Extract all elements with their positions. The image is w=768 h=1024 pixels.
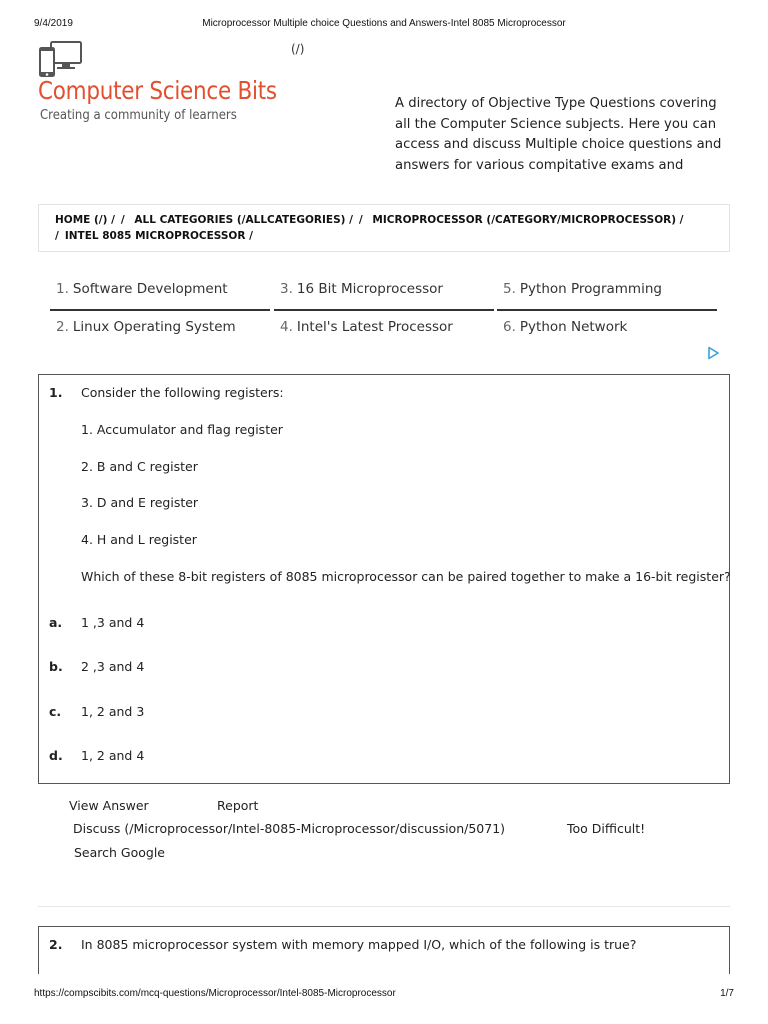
- section-divider: [38, 906, 730, 907]
- question-text: 2. B and C register: [81, 459, 198, 474]
- breadcrumb-home[interactable]: HOME (/) /: [55, 214, 115, 226]
- breadcrumb-intel-8085[interactable]: INTEL 8085 MICROPROCESSOR /: [64, 230, 253, 242]
- home-root-link[interactable]: (/): [291, 42, 305, 56]
- answer-option[interactable]: 1 ,3 and 4: [81, 615, 145, 630]
- question-text: 1. Accumulator and flag register: [81, 422, 283, 437]
- print-url: https://compscibits.com/mcq-questions/Microprocessor/Intel-8085-Microprocessor: [34, 988, 396, 999]
- answer-option[interactable]: 1, 2 and 3: [81, 704, 145, 719]
- option-letter: c.: [49, 704, 62, 719]
- print-page-number: 1/7: [720, 988, 734, 999]
- topic-link[interactable]: [50, 313, 270, 349]
- question-number: 1.: [49, 385, 63, 400]
- discuss-link[interactable]: Discuss (/Microprocessor/Intel-8085-Microprocessor/discussion/5071): [73, 821, 506, 836]
- answer-option[interactable]: 1, 2 and 4: [81, 748, 145, 763]
- question-card: [38, 374, 730, 784]
- topic-link[interactable]: [274, 275, 494, 311]
- too-difficult-button[interactable]: Too Difficult!: [567, 821, 646, 836]
- devices-logo-icon[interactable]: [38, 41, 84, 79]
- site-intro-text: A directory of Objective Type Questions covering all the Computer Science subjects. Here you can access and discuss Multiple choice questions and answers for various compitative exams and: [395, 96, 722, 173]
- option-letter: b.: [49, 659, 63, 674]
- question-number: 2.: [49, 937, 63, 952]
- breadcrumb-all-categories[interactable]: ALL CATEGORIES (/ALLCATEGORIES) /: [134, 214, 353, 226]
- breadcrumb: HOME (/) / / ALL CATEGORIES (/ALLCATEGORIES) / / MICROPROCESSOR (/CATEGORY/MICROPROCESSOR) / / INTEL 8085 MICROPROCESSOR /: [38, 204, 730, 252]
- topic-link[interactable]: [497, 313, 717, 349]
- question-text: Which of these 8-bit registers of 8085 microprocessor can be paired together to make a 16-bit register?: [81, 569, 731, 584]
- topic-label: Python Programming: [519, 281, 662, 297]
- option-letter: d.: [49, 748, 63, 763]
- topic-label: Linux Operating System: [72, 319, 236, 335]
- topic-link[interactable]: [50, 275, 270, 311]
- search-google-link[interactable]: Search Google: [74, 845, 165, 860]
- topic-label: 16 Bit Microprocessor: [296, 281, 443, 297]
- topic-label: Software Development: [72, 281, 228, 297]
- question-text: Consider the following registers:: [81, 385, 284, 400]
- report-button[interactable]: Report: [217, 798, 259, 813]
- ad-choices-icon[interactable]: [706, 346, 720, 360]
- topic-number: 1.: [56, 281, 69, 297]
- site-logo-title[interactable]: Computer Science Bits: [38, 76, 277, 105]
- option-letter: a.: [49, 615, 63, 630]
- answer-option[interactable]: 2 ,3 and 4: [81, 659, 145, 674]
- topic-label: Python Network: [519, 319, 628, 335]
- question-text: 3. D and E register: [81, 495, 199, 510]
- topic-number: 4.: [280, 319, 293, 335]
- print-page-title: Microprocessor Multiple choice Questions and Answers-Intel 8085 Microprocessor: [202, 18, 566, 29]
- breadcrumb-microprocessor[interactable]: MICROPROCESSOR (/CATEGORY/MICROPROCESSOR) /: [372, 214, 684, 226]
- topic-number: 5.: [503, 281, 516, 297]
- topic-label: Intel's Latest Processor: [296, 319, 453, 335]
- print-header: [34, 18, 734, 32]
- question-card: [38, 926, 730, 974]
- topic-link[interactable]: [274, 313, 494, 349]
- view-answer-button[interactable]: View Answer: [69, 798, 149, 813]
- question-text: In 8085 microprocessor system with memory mapped I/O, which of the following is true?: [81, 937, 637, 952]
- print-date: 9/4/2019: [34, 18, 73, 29]
- site-tagline: Creating a community of learners: [40, 108, 237, 123]
- topic-number: 2.: [56, 319, 69, 335]
- print-footer: [34, 988, 734, 1002]
- question-text: 4. H and L register: [81, 532, 197, 547]
- topic-number: 6.: [503, 319, 516, 335]
- topic-number: 3.: [280, 281, 293, 297]
- topic-link[interactable]: [497, 275, 717, 311]
